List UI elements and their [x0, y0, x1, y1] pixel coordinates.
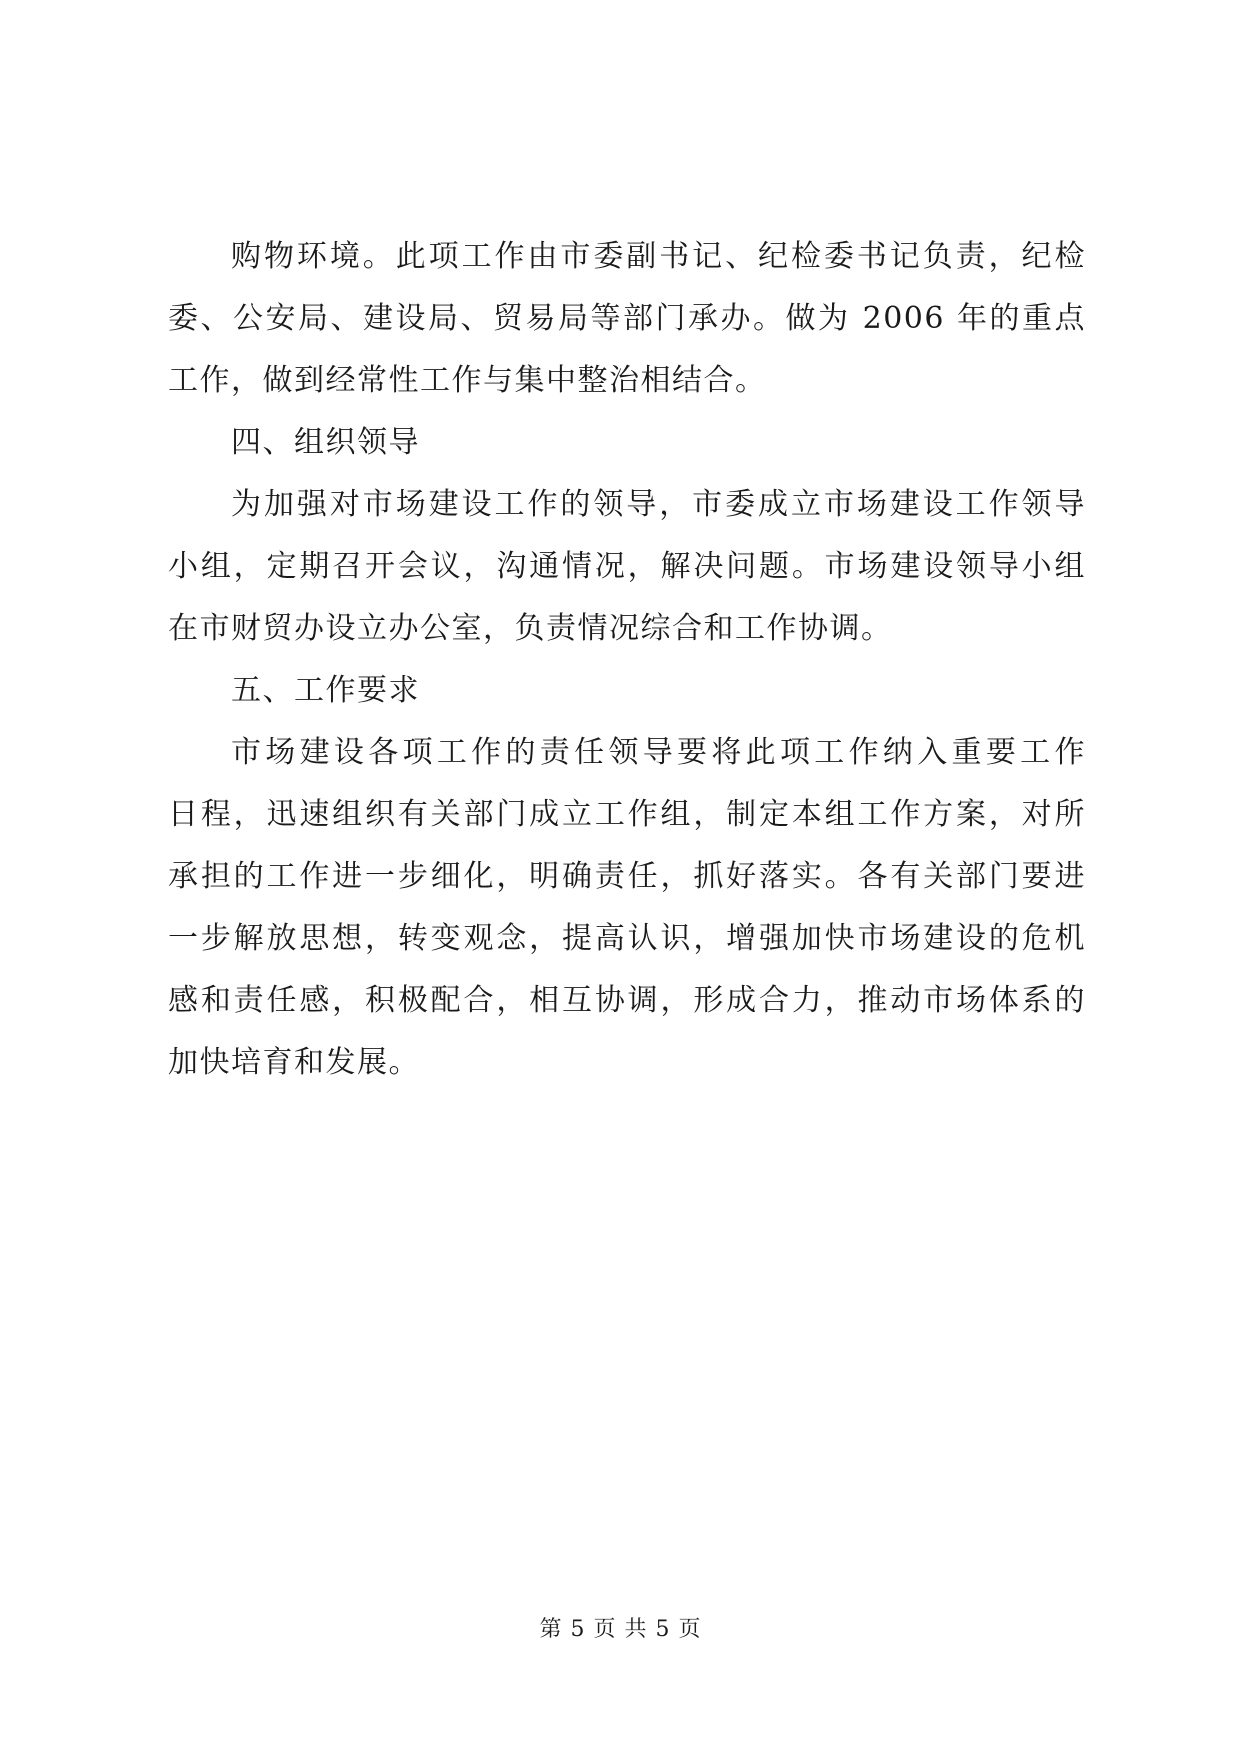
paragraph-line: 承担的工作进一步细化，明确责任，抓好落实。各有关部门要进 [168, 859, 1086, 894]
body-text [168, 226, 1086, 1094]
paragraph-line: 为加强对市场建设工作的领导，市委成立市场建设工作领导 [231, 487, 1086, 522]
paragraph-line: 在市财贸办设立办公室，负责情况综合和工作协调。 [168, 611, 893, 646]
paragraph-line: 工作，做到经常性工作与集中整治相结合。 [168, 363, 767, 398]
paragraph-line: 购物环境。此项工作由市委副书记、纪检委书记负责，纪检 [231, 239, 1086, 274]
paragraph-line: 感和责任感，积极配合，相互协调，形成合力，推动市场体系的 [168, 983, 1086, 1018]
paragraph-line: 委、公安局、建设局、贸易局等部门承办。做为 2006 年的重点 [168, 301, 1086, 336]
paragraph-line: 一步解放思想，转变观念，提高认识，增强加快市场建设的危机 [168, 921, 1086, 956]
paragraph-line: 小组，定期召开会议，沟通情况，解决问题。市场建设领导小组 [168, 549, 1086, 584]
page-footer: 第 5 页 共 5 页 [539, 1617, 702, 1642]
paragraph-line: 加快培育和发展。 [168, 1045, 420, 1080]
paragraph-line: 日程，迅速组织有关部门成立工作组，制定本组工作方案，对所 [168, 797, 1086, 832]
section-heading: 五、工作要求 [231, 673, 420, 708]
paragraph-line: 市场建设各项工作的责任领导要将此项工作纳入重要工作 [231, 735, 1086, 770]
section-heading: 四、组织领导 [231, 425, 420, 460]
